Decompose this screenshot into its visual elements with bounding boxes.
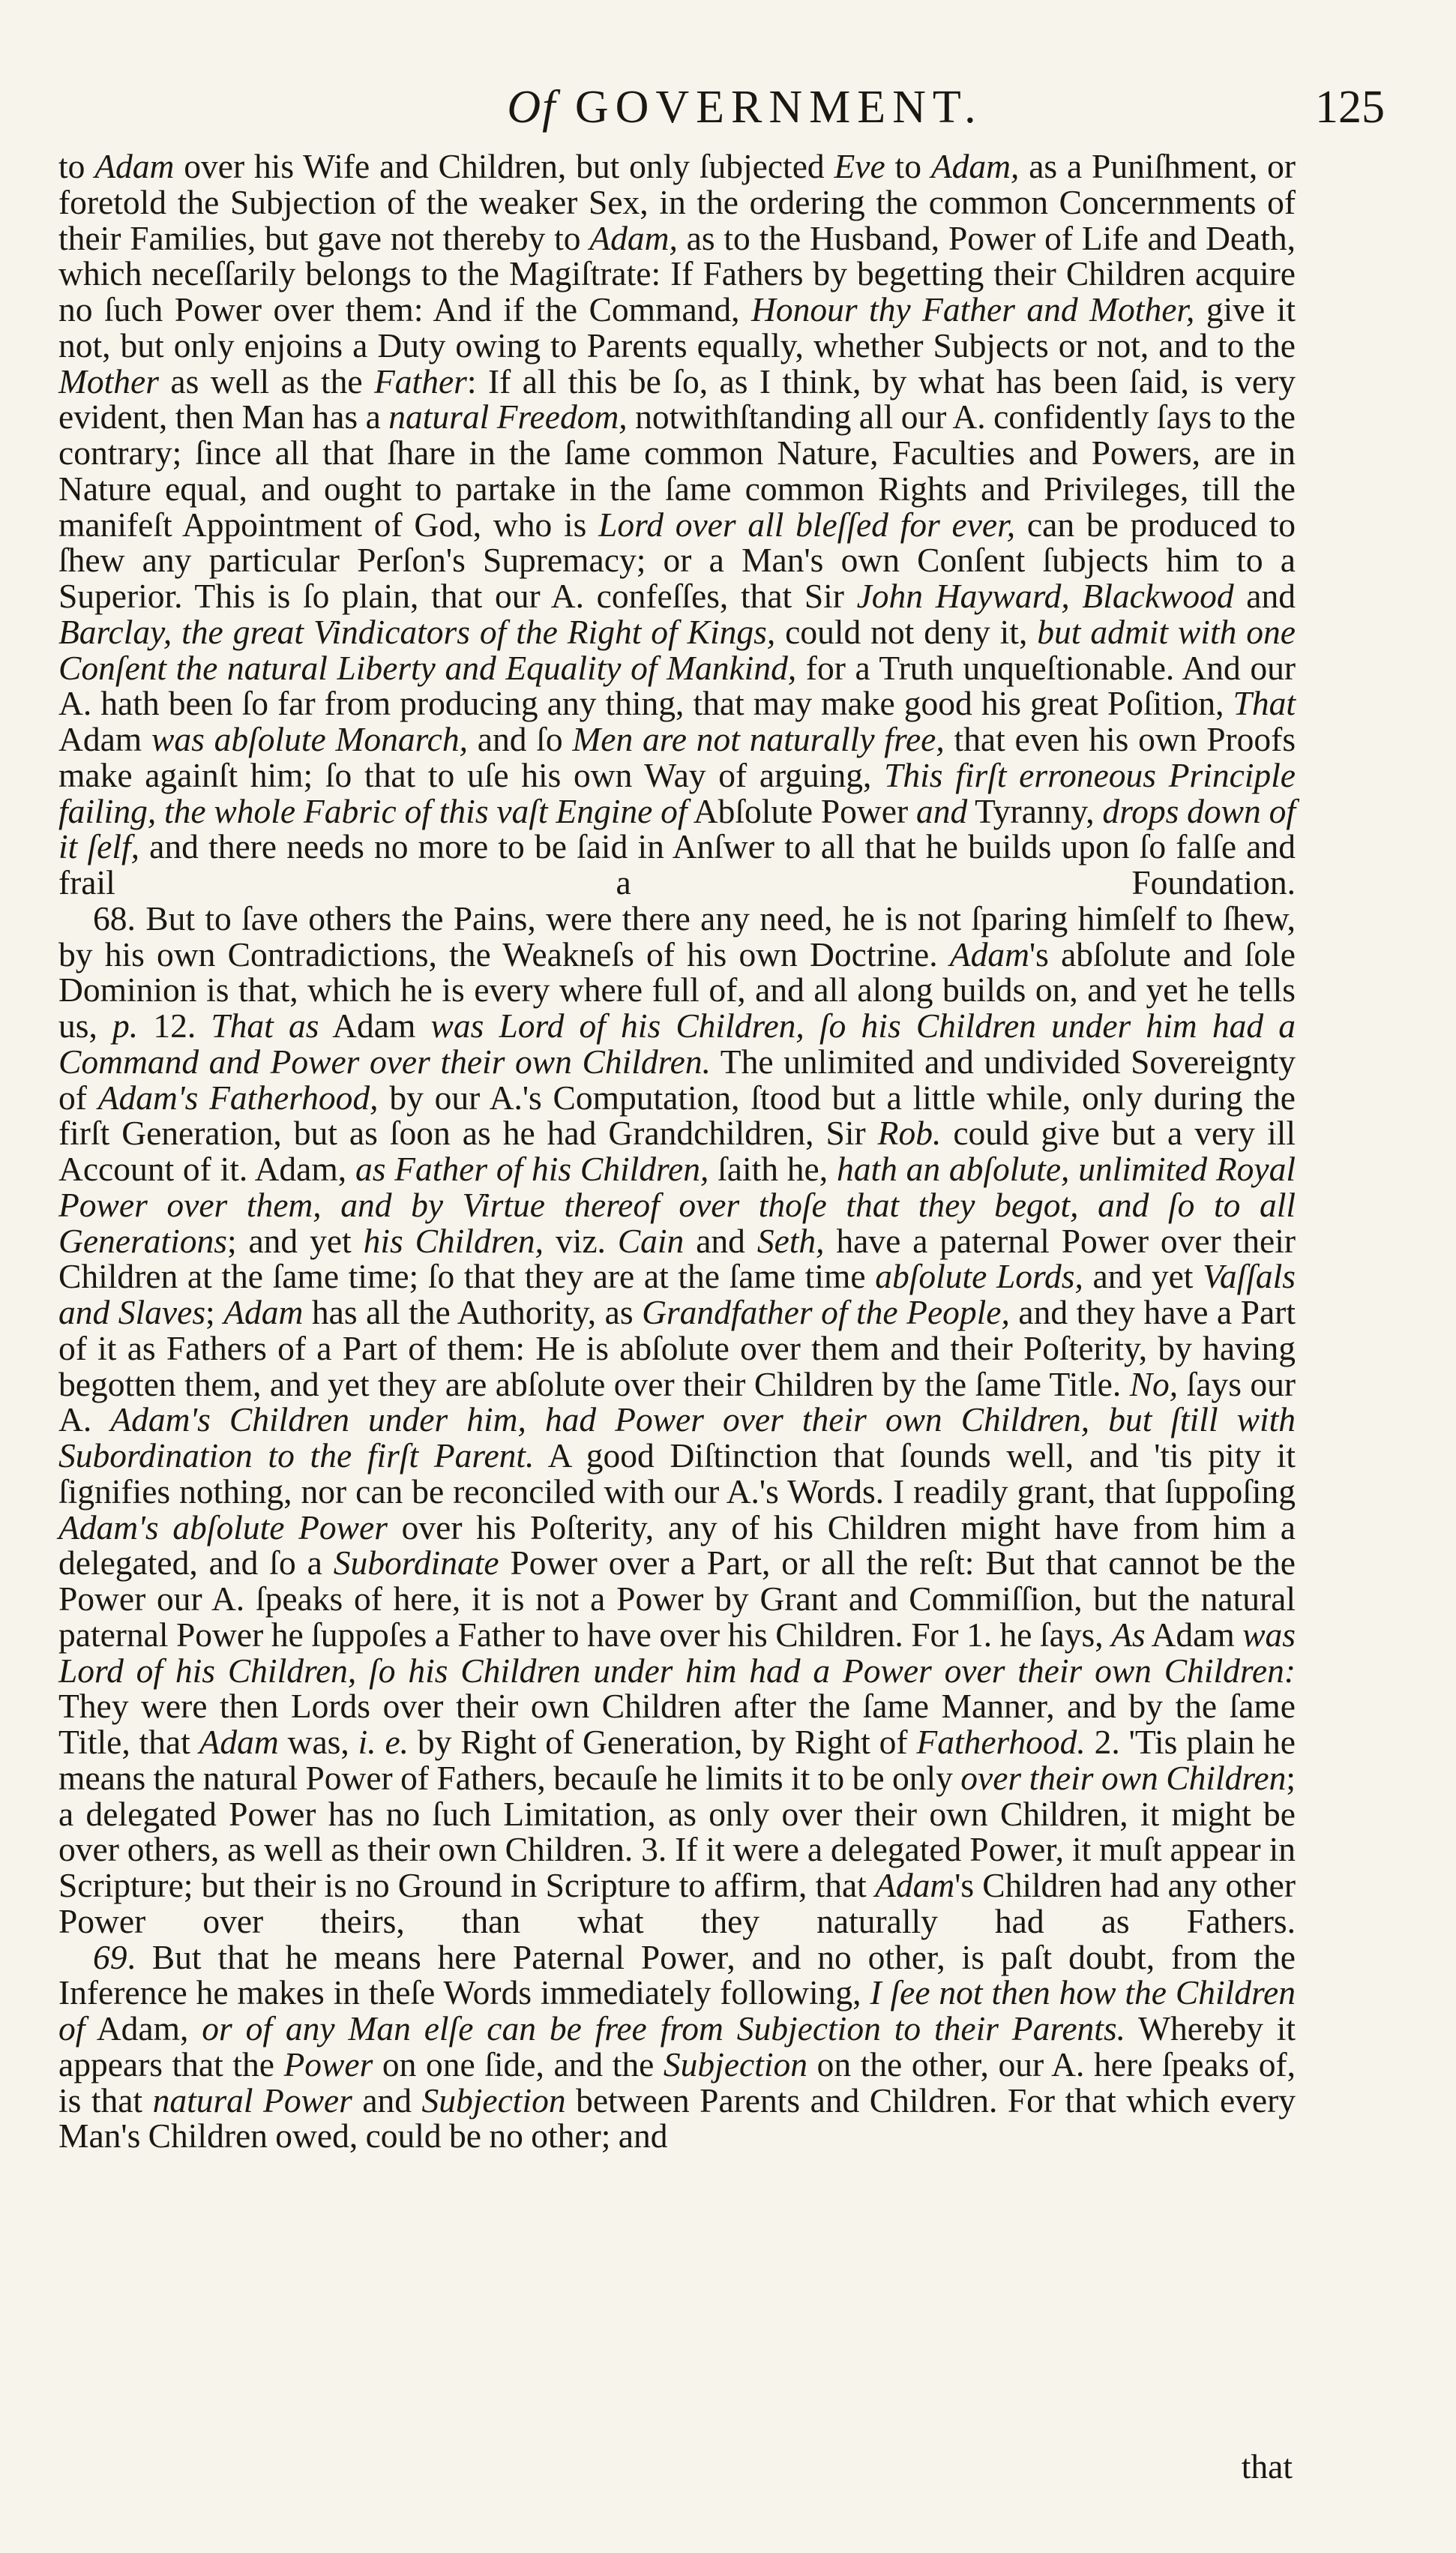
text-run: Abſolute Power [687, 791, 916, 830]
italic-run: Adam [199, 1723, 279, 1761]
italic-run: was abſolute Monarch, [151, 720, 468, 758]
text-run: could not deny it, [775, 612, 1038, 651]
paragraph-68 [58, 898, 1296, 1940]
text-run: notwithſtanding all our A. confidently ſays to the contrary; ſince all that ſhare in the ſame common Nature, Faculties and Powers, are in Nature equal, and ought to partake in the ſame common Rights and Privileges, till the manifeſt Appointment of God, who is [58, 398, 1296, 544]
text-run: ſays our A. [58, 1364, 1296, 1439]
catchword: that [1241, 2447, 1293, 2486]
body-text [58, 148, 1296, 2154]
text-run: 's abſolute and ſole Dominion is that, which he is every where full of, and all along builds on, and yet he tells us, [58, 934, 1296, 1045]
text-run: and [684, 1221, 757, 1260]
italic-run: Father [374, 362, 467, 400]
italic-run: was Lord of his Children, ſo his Children under him had a Power over their own Children: [58, 1615, 1296, 1690]
text-run: 's Children had any other Power over theirs, than what they naturally had as Fathers. [58, 1866, 1296, 1940]
italic-run: but admit with one Conſent the natural Liberty and Equality of Mankind, [58, 612, 1296, 687]
text-run: ; a delegated Power has no ſuch Limitation, as only over their own Children, it might be over others, as well as their own Children. 3. If it were a delegated Power, it muſt appear in Scripture; but their is no Ground in Scripture to affirm, that [58, 1758, 1296, 1904]
text-run: . But that he means here Paternal Power, and no other, is paſt doubt, from the Inference he makes in theſe Words immediately following, [58, 1937, 1296, 2012]
italic-run: Subordinate [333, 1544, 499, 1582]
italic-run: or of any Man elſe can be free from Subjection to their Parents. [202, 2009, 1126, 2048]
italic-run: Power [283, 2044, 373, 2084]
text-run: Tyranny, [967, 791, 1103, 830]
italic-run: Adam's abſolute Power [58, 1508, 388, 1546]
italic-run: Adam's Fatherhood, [97, 1078, 379, 1117]
text-run: and [1233, 577, 1296, 615]
text-run: on the other, our A. here ſpeaks of, is that [58, 2044, 1296, 2120]
italic-run: was Lord of his Children, ſo his Children under him had a Command and Power over their own Children. [58, 1006, 1296, 1081]
text-run: give it not, but only enjoins a Duty owing to Parents equally, whether Subjects or not, and to the [58, 290, 1296, 364]
text-run: and ſo [467, 720, 573, 758]
italic-run: Seth, [756, 1221, 825, 1260]
text-run: as a Puniſhment, or foretold the Subjection of the weaker Sex, in the ordering the common Concernments of their Families, but gave not thereby to [58, 147, 1296, 257]
italic-run: Adam [949, 934, 1029, 974]
italic-run: Cain [617, 1221, 685, 1260]
italic-run: his Children, [363, 1221, 544, 1260]
italic-run: Barclay, the great Vindicators of the Right of Kings, [58, 612, 776, 651]
italic-run: Adam [223, 1293, 304, 1331]
italic-run: natural Freedom, [388, 398, 628, 436]
italic-run: Fatherhood. [916, 1723, 1086, 1761]
text-run: over his Wife and Children, but only ſubjected [174, 147, 834, 185]
italic-run: natural Power [152, 2080, 352, 2120]
text-run: that even his own Proofs make againſt him; ſo that to uſe his own Way of arguing, [58, 720, 1296, 794]
italic-run: Honour thy Father and Mother, [751, 290, 1195, 328]
text-run: and there needs no more to be ſaid in Anſwer to all that he builds upon ſo falſe and frail a Foundation. [58, 827, 1296, 902]
text-run: to [885, 147, 931, 185]
text-run: ; and yet [226, 1221, 364, 1260]
text-run: Adam [1145, 1615, 1243, 1654]
italic-run: drops down of it ſelf, [58, 791, 1296, 866]
text-run: and [352, 2080, 422, 2120]
italic-run: Eve [834, 147, 885, 185]
italic-run: p. [112, 1006, 139, 1045]
text-run: have a paternal Power over their Children at the ſame time; ſo that they are at the ſame time [58, 1221, 1296, 1296]
text-run: was, [278, 1723, 358, 1761]
italic-run: Adam [94, 147, 175, 185]
italic-run: over their own Children [960, 1758, 1287, 1797]
text-run: 12. [138, 1006, 211, 1045]
text-run: by our A.'s Computation, ſtood but a little while, only during the firſt Generation, but as ſoon as he had Grandchildren, Sir [58, 1078, 1296, 1153]
running-head [105, 81, 1385, 141]
italic-run: As [1111, 1615, 1146, 1654]
text-run: on one ſide, and the [373, 2044, 664, 2084]
italic-run: hath an abſolute, unlimited Royal Power over them, and by Virtue thereof over thoſe that they begot, and ſo to all Generations [58, 1150, 1296, 1260]
text-run: Adam [58, 720, 151, 758]
italic-run: Rob. [877, 1114, 942, 1153]
running-title-of: Of [507, 82, 557, 133]
page-number: 125 [1315, 82, 1385, 133]
italic-run: Adam's Children under him, had Power over their own Children, but ſtill with Subordination to the firſt Parent. [58, 1400, 1296, 1474]
text-run: A good Diſtinction that ſounds well, and 'tis pity it ſignifies nothing, nor can be reconciled with our A.'s Words. I readily grant, that ſuppoſing [58, 1436, 1296, 1510]
text-run: ; [205, 1293, 224, 1331]
italic-run: This firſt erroneous Principle failing, the whole Fabric of this vaſt Engine of [58, 755, 1296, 830]
text-run: 2. 'Tis plain he means the natural Power of Fathers, becauſe he limits it to be only [58, 1723, 1296, 1797]
italic-run: That [1233, 684, 1296, 723]
text-run: could give but a very ill Account of it. Adam, [58, 1114, 1296, 1188]
italic-run: as Father of his Children, [355, 1150, 709, 1188]
italic-run: Vaſſals and Slaves [58, 1257, 1296, 1331]
italic-run: Subjection [421, 2080, 566, 2120]
text-run: viz. [544, 1221, 618, 1260]
italic-run: That as [211, 1006, 319, 1045]
text-run: ſaith he, [709, 1150, 837, 1188]
italic-run: abſolute Lords, [875, 1257, 1083, 1296]
text-run: as well as the [158, 362, 375, 400]
italic-run: and [915, 791, 968, 830]
text-run: between Parents and Children. For that which every Man's Children owed, could be no other; and [58, 2080, 1296, 2156]
text-run: Adam [319, 1006, 431, 1045]
running-title-main: GOVERNMENT. [574, 82, 983, 133]
italic-run: Grandfather of the People, [642, 1293, 1010, 1331]
italic-run: Men are not naturally free, [572, 720, 945, 758]
text-run: as to the Husband, Power of Life and Death, which neceſſarily belongs to the Magiſtrate: If Fathers by begetting their Children acquire no ſuch Power over them: And if the Command, [58, 218, 1296, 328]
text-run: to [58, 147, 95, 185]
italic-run: Subjection [663, 2044, 807, 2084]
text-run: 68. But to ſave others the Pains, were there any need, he is not ſparing himſelf to ſhew, by his own Contradictions, the Weakneſs of his own Doctrine. [58, 898, 1296, 974]
italic-run: Lord over all bleſſed for ever, [598, 505, 1016, 544]
text-run: The unlimited and undivided Sovereignty of [58, 1042, 1296, 1117]
text-run: Power over a Part, or all the reſt: But that cannot be the Power our A. ſpeaks of here, it is not a Power by Grant and Commiſſion, but the natural paternal Power he ſuppoſes a Father to have over his Children. For 1. he ſays, [58, 1544, 1296, 1654]
paragraph-continued [58, 148, 1296, 901]
italic-run: i. e. [358, 1723, 409, 1761]
italic-run: Adam [875, 1866, 955, 1904]
italic-run: I ſee not then how the Children of [58, 1973, 1296, 2048]
text-run: over his Poſterity, any of his Children might have from him a delegated, and ſo a [58, 1508, 1296, 1582]
italic-run: Adam, [589, 218, 678, 257]
paragraph-69 [58, 1937, 1296, 2156]
italic-run: Mother [58, 362, 159, 400]
text-run: Whereby it appears that the [58, 2009, 1296, 2084]
text-run: has all the Authority, as [303, 1293, 643, 1331]
italic-run: Adam, [930, 147, 1020, 185]
text-run: They were then Lords over their own Children after the ſame Manner, and by the ſame Title, that [58, 1687, 1296, 1761]
text-run: : If all this be ſo, as I think, by what has been ſaid, is very evident, then Man has a [58, 362, 1296, 436]
text-run: by Right of Generation, by Right of [409, 1723, 917, 1761]
italic-run: John Hayward, Blackwood [856, 577, 1234, 615]
italic-run: 69 [93, 1937, 127, 1976]
italic-run: No, [1129, 1364, 1179, 1403]
text-run: and yet [1083, 1257, 1203, 1296]
text-run: and they have a Part of it as Fathers of a Part of them: He is abſolute over them and their Poſterity, by having begotten them, and yet they are abſolute over their Children by the ſame Title. [58, 1293, 1296, 1403]
text-run: can be produced to ſhew any particular Perſon's Supremacy; or a Man's own Conſent ſubjects him to a Superior. This is ſo plain, that our A. confeſſes, that Sir [58, 505, 1296, 615]
text-run: Adam, [85, 2009, 202, 2048]
text-run: for a Truth unqueſtionable. And our A. hath been ſo far from producing any thing, that may make good his great Poſition, [58, 648, 1296, 723]
running-title [105, 81, 1385, 134]
